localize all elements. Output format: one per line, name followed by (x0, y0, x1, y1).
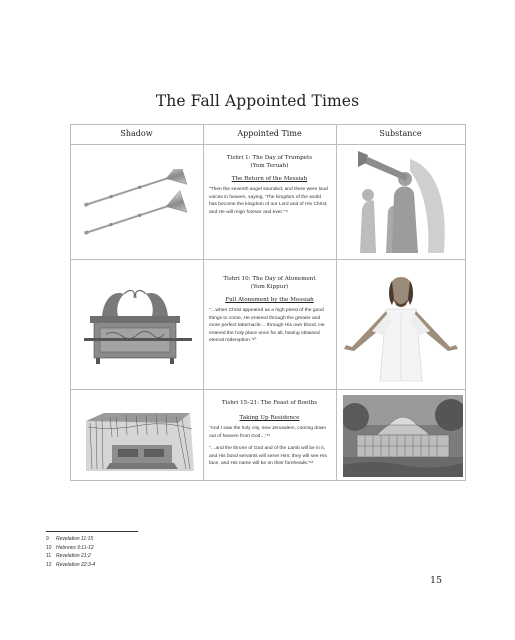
row-divider-1 (70, 259, 466, 260)
column-divider-2 (336, 124, 337, 481)
header-divider (70, 144, 466, 145)
footnote-number: 12 (46, 561, 52, 568)
header-substance: Substance (379, 129, 422, 138)
row-theme: The Return of the Messiah (231, 176, 308, 182)
row-scripture: “…when Christ appeared as a high priest of the good things to come, He entered through the greater and more perfect tabernacle… through His own blood, He entered the holy place once for all, having obtained eternal redemption.”¹⁰ (209, 308, 325, 344)
footnote-10 (46, 544, 186, 553)
footnote-rule (46, 531, 138, 532)
row-theme: Full Atonement by the Messiah (225, 297, 314, 303)
footnote-9 (46, 535, 186, 544)
page-title: The Fall Appointed Times (155, 92, 360, 110)
appointed-times-table (70, 124, 466, 481)
row-subheading: (Yom Kippur) (250, 284, 289, 290)
footnote-number: 10 (46, 544, 52, 551)
table-border-right (465, 124, 466, 481)
row-heading: Tishri 10: The Day of Atonement (223, 276, 316, 282)
booth-sukkah-image (82, 407, 198, 475)
footnote-12 (46, 561, 186, 570)
header-shadow: Shadow (120, 129, 153, 138)
table-border-top (70, 124, 466, 125)
footnote-reference: Revelation 21:2 (56, 553, 91, 560)
table-border-bottom (70, 480, 466, 481)
row-trumpets-text (209, 154, 330, 258)
footnote-reference: Revelation 11:15 (56, 536, 94, 542)
angel-trumpet-statue-image (348, 149, 458, 257)
table-border-left (70, 124, 71, 481)
row-heading: Tishri 15–21: The Feast of Booths (221, 400, 318, 406)
row-theme: Taking Up Residence (239, 415, 300, 421)
footnote-reference: Hebrews 9:11-12 (56, 544, 94, 551)
risen-christ-image (342, 269, 460, 385)
column-divider-1 (203, 124, 204, 481)
row-atonement-text (209, 275, 330, 387)
footnote-11 (46, 552, 186, 561)
row-scripture: “Then the seventh angel sounded; and there were loud voices in heaven, saying, ‘The kingdom of the world has become the kingdom of our Lord and of His Christ; and He will reign forever and ever.’”⁹ (209, 187, 328, 215)
row-divider-2 (70, 389, 466, 390)
footnote-reference: Revelation 22:3-4 (56, 561, 96, 568)
conservatory-palace-image (343, 395, 463, 477)
footnote-number: 11 (46, 553, 52, 560)
header-appointed-time: Appointed Time (237, 129, 302, 138)
row-subheading: (Yom Teruah) (250, 163, 289, 169)
row-booths-text (209, 399, 330, 479)
row-scripture: “…and the throne of God and of the Lamb will be in it, and His bond servants will serve Him; they will see His face, and His name will be on their foreheads.”¹² (209, 446, 327, 467)
row-scripture: “And I saw the holy city, new Jerusalem, coming down out of heaven from God…”¹¹ (209, 426, 327, 439)
footnotes (46, 531, 186, 569)
row-heading: Tishri 1: The Day of Trumpets (226, 155, 313, 161)
trumpets-image (80, 169, 195, 239)
ark-of-covenant-image (84, 284, 192, 366)
footnote-number: 9 (46, 536, 49, 542)
page-number: 15 (430, 575, 443, 586)
